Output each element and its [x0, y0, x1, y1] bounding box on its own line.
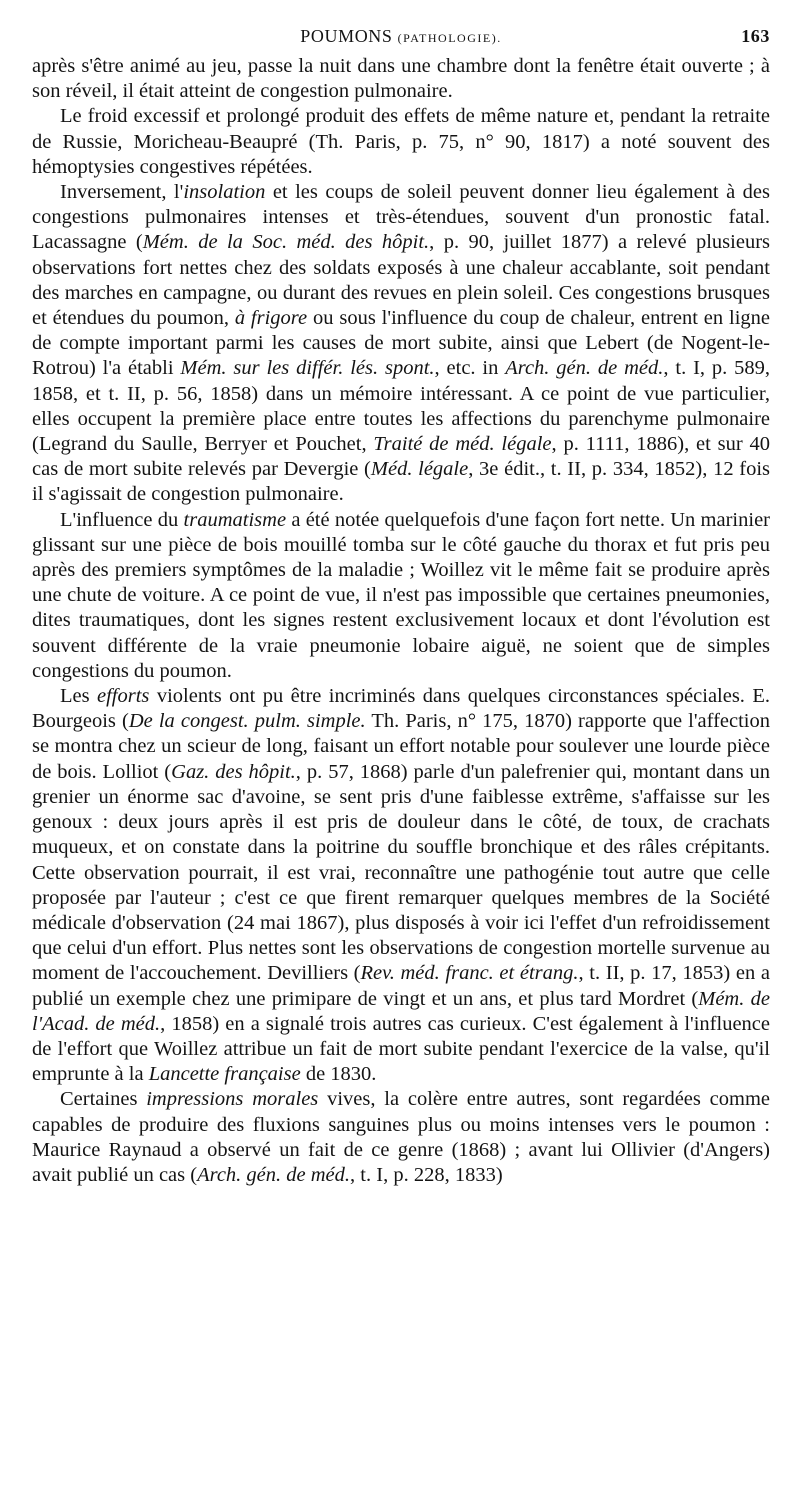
text-run: , p. 1111, 1886), et sur 40 cas de mort subite relevés par Devergie (	[32, 433, 770, 481]
header-section: (PATHOLOGIE).	[397, 31, 502, 45]
paragraph	[32, 104, 770, 180]
text-run: , 1858) en a signalé trois autres cas curieux. C'est également à l'influence de l'effort que Woillez attribue un fait de mort subite pendant l'exercice de la valse, qu'il emprunte à la	[32, 1012, 770, 1086]
text-run: Les	[60, 685, 98, 708]
text-run: ou sous l'influence du coup de chaleur, entrent en ligne de compte important parmi les causes de mort subite, ainsi que Lebert (de Nogent-le-Rotrou) l'a établi	[32, 307, 770, 380]
text-run: Certaines	[60, 1088, 147, 1111]
italic-text: Mém. sur les différ. lés. spont.	[180, 357, 435, 380]
italic-text: Mém. de l'Acad. de méd.	[32, 987, 770, 1035]
text-run: , etc. in	[434, 357, 506, 380]
text-run: , 3e édit., t. II, p. 334, 1852), 12 fois il s'agissait de congestion pulmonaire.	[32, 458, 771, 506]
body-text	[32, 54, 770, 1188]
text-run: de 1830.	[300, 1063, 377, 1086]
italic-text: traumatisme	[183, 508, 287, 531]
paragraph	[32, 180, 770, 508]
text-run: Inversement, l'	[60, 181, 184, 204]
italic-text: Lancette française	[148, 1063, 301, 1086]
italic-text: Mém. de la Soc. méd. des hôpit.	[142, 231, 430, 254]
text-run: Le froid excessif et prolongé produit des effets de même nature et, pendant la retraite de Russie, Moricheau-Beaupré (Th. Paris, p. 75, n° 90, 1817) a noté souvent des hémoptysies congestives répétées.	[32, 105, 770, 178]
italic-text: insolation	[183, 181, 266, 204]
paragraph	[32, 684, 770, 1087]
paragraph	[32, 508, 770, 684]
italic-text: Méd. légale	[370, 458, 469, 481]
paragraph	[32, 54, 770, 104]
text-run: après s'être animé au jeu, passe la nuit dans une chambre dont la fenêtre était ouverte ; à son réveil, il était atteint de congestion pulmonaire.	[32, 55, 770, 103]
text-run: a été notée quelquefois d'une façon fort nette. Un marinier glissant sur une pièce de bois mouillé tomba sur le côté gauche du thorax et fut pris peu après des premiers symptômes de la maladie ; Woillez vit le même fait se produire après une chute de voiture. A ce point de vue, il n'est pas impossible que certaines pneumonies, dites traumatiques, dont les signes restent exclusivement locaux et dont l'évolution est souvent différente de la vraie pneumonie lobaire aiguë, ne soient que de simples congestions du poumon.	[32, 508, 770, 682]
italic-text: Traité de méd. légale	[373, 433, 552, 456]
italic-text: De la congest. pulm. simple.	[128, 710, 366, 733]
italic-text: Arch. gén. de méd.	[505, 357, 664, 380]
paragraph	[32, 1087, 770, 1188]
italic-text: à frigore	[234, 307, 308, 330]
running-title	[32, 24, 770, 51]
italic-text: Rev. méd. franc. et étrang.	[360, 962, 579, 985]
text-run: vives, la colère entre autres, sont regardées comme capables de produire des fluxions sanguines plus ou moins intenses vers le poumon : Maurice Raynaud a observé un fait de ce genre (1868) ; avant lui Ollivier (d'Angers) avait publié un cas (	[32, 1088, 771, 1186]
text-run: , t. I, p. 589, 1858, et t. II, p. 56, 1858) dans un mémoire intéressant. A ce point de vue particulier, elles occupent la première place entre toutes les affections du parenchyme pulmonaire (Legrand du Saulle, Berryer et Pouchet,	[32, 357, 770, 456]
text-run: , t. I, p. 228, 1833)	[350, 1163, 503, 1186]
page-number: 163	[741, 26, 770, 46]
italic-text: efforts	[97, 685, 150, 708]
header-title: POUMONS	[300, 26, 393, 46]
running-header	[32, 24, 770, 54]
italic-text: impressions morales	[146, 1088, 319, 1111]
text-run: , p. 90, juillet 1877) a relevé plusieurs observations fort nettes chez des soldats exposés à une chaleur accablante, soit pendant des marches en campagne, ou durant des revues en plein soleil. Ces congestions brusques et étendues du poumon,	[32, 231, 770, 330]
italic-text: Arch. gén. de méd.	[197, 1163, 351, 1186]
text-run: L'influence du	[60, 508, 184, 531]
text-run: , t. II, p. 17, 1853) en a publié un exemple chez une primipare de vingt et un ans, et plus tard Mordret (	[32, 962, 770, 1010]
italic-text: Gaz. des hôpit.	[171, 760, 296, 783]
text-run: , p. 57, 1868) parle d'un palefrenier qui, montant dans un grenier un énorme sac d'avoine, se sent pris d'une faiblesse extrême, s'affaisse sur les genoux : deux jours après il est pris de douleur dans le côté, de toux, de crachats muqueux, et on constate dans la poitrine du souffle bronchique et des râles crépitants. Cette observation pourrait, il est vrai, reconnaître une pathogénie tout autre que celle proposée par l'auteur ; c'est ce que firent remarquer quelques membres de la Société médicale d'observation (24 mai 1867), plus disposés à voir ici l'effet d'un refroidissement que celui d'un effort. Plus nettes sont les observations de congestion mortelle survenue au moment de l'accouchement. Devilliers (	[32, 760, 771, 985]
text-run: Th. Paris, n° 175, 1870) rapporte que l'affection se montra chez un scieur de long, faisant un effort notable pour soulever une lourde pièce de bois. Lolliot (	[32, 710, 770, 783]
text-run: et les coups de soleil peuvent donner lieu également à des congestions pulmonaires intenses et très-étendues, souvent d'un pronostic fatal. Lacassagne (	[32, 181, 771, 254]
text-run: violents ont pu être incriminés dans quelques circonstances spéciales. E. Bourgeois (	[32, 685, 770, 733]
book-page	[32, 24, 770, 1188]
